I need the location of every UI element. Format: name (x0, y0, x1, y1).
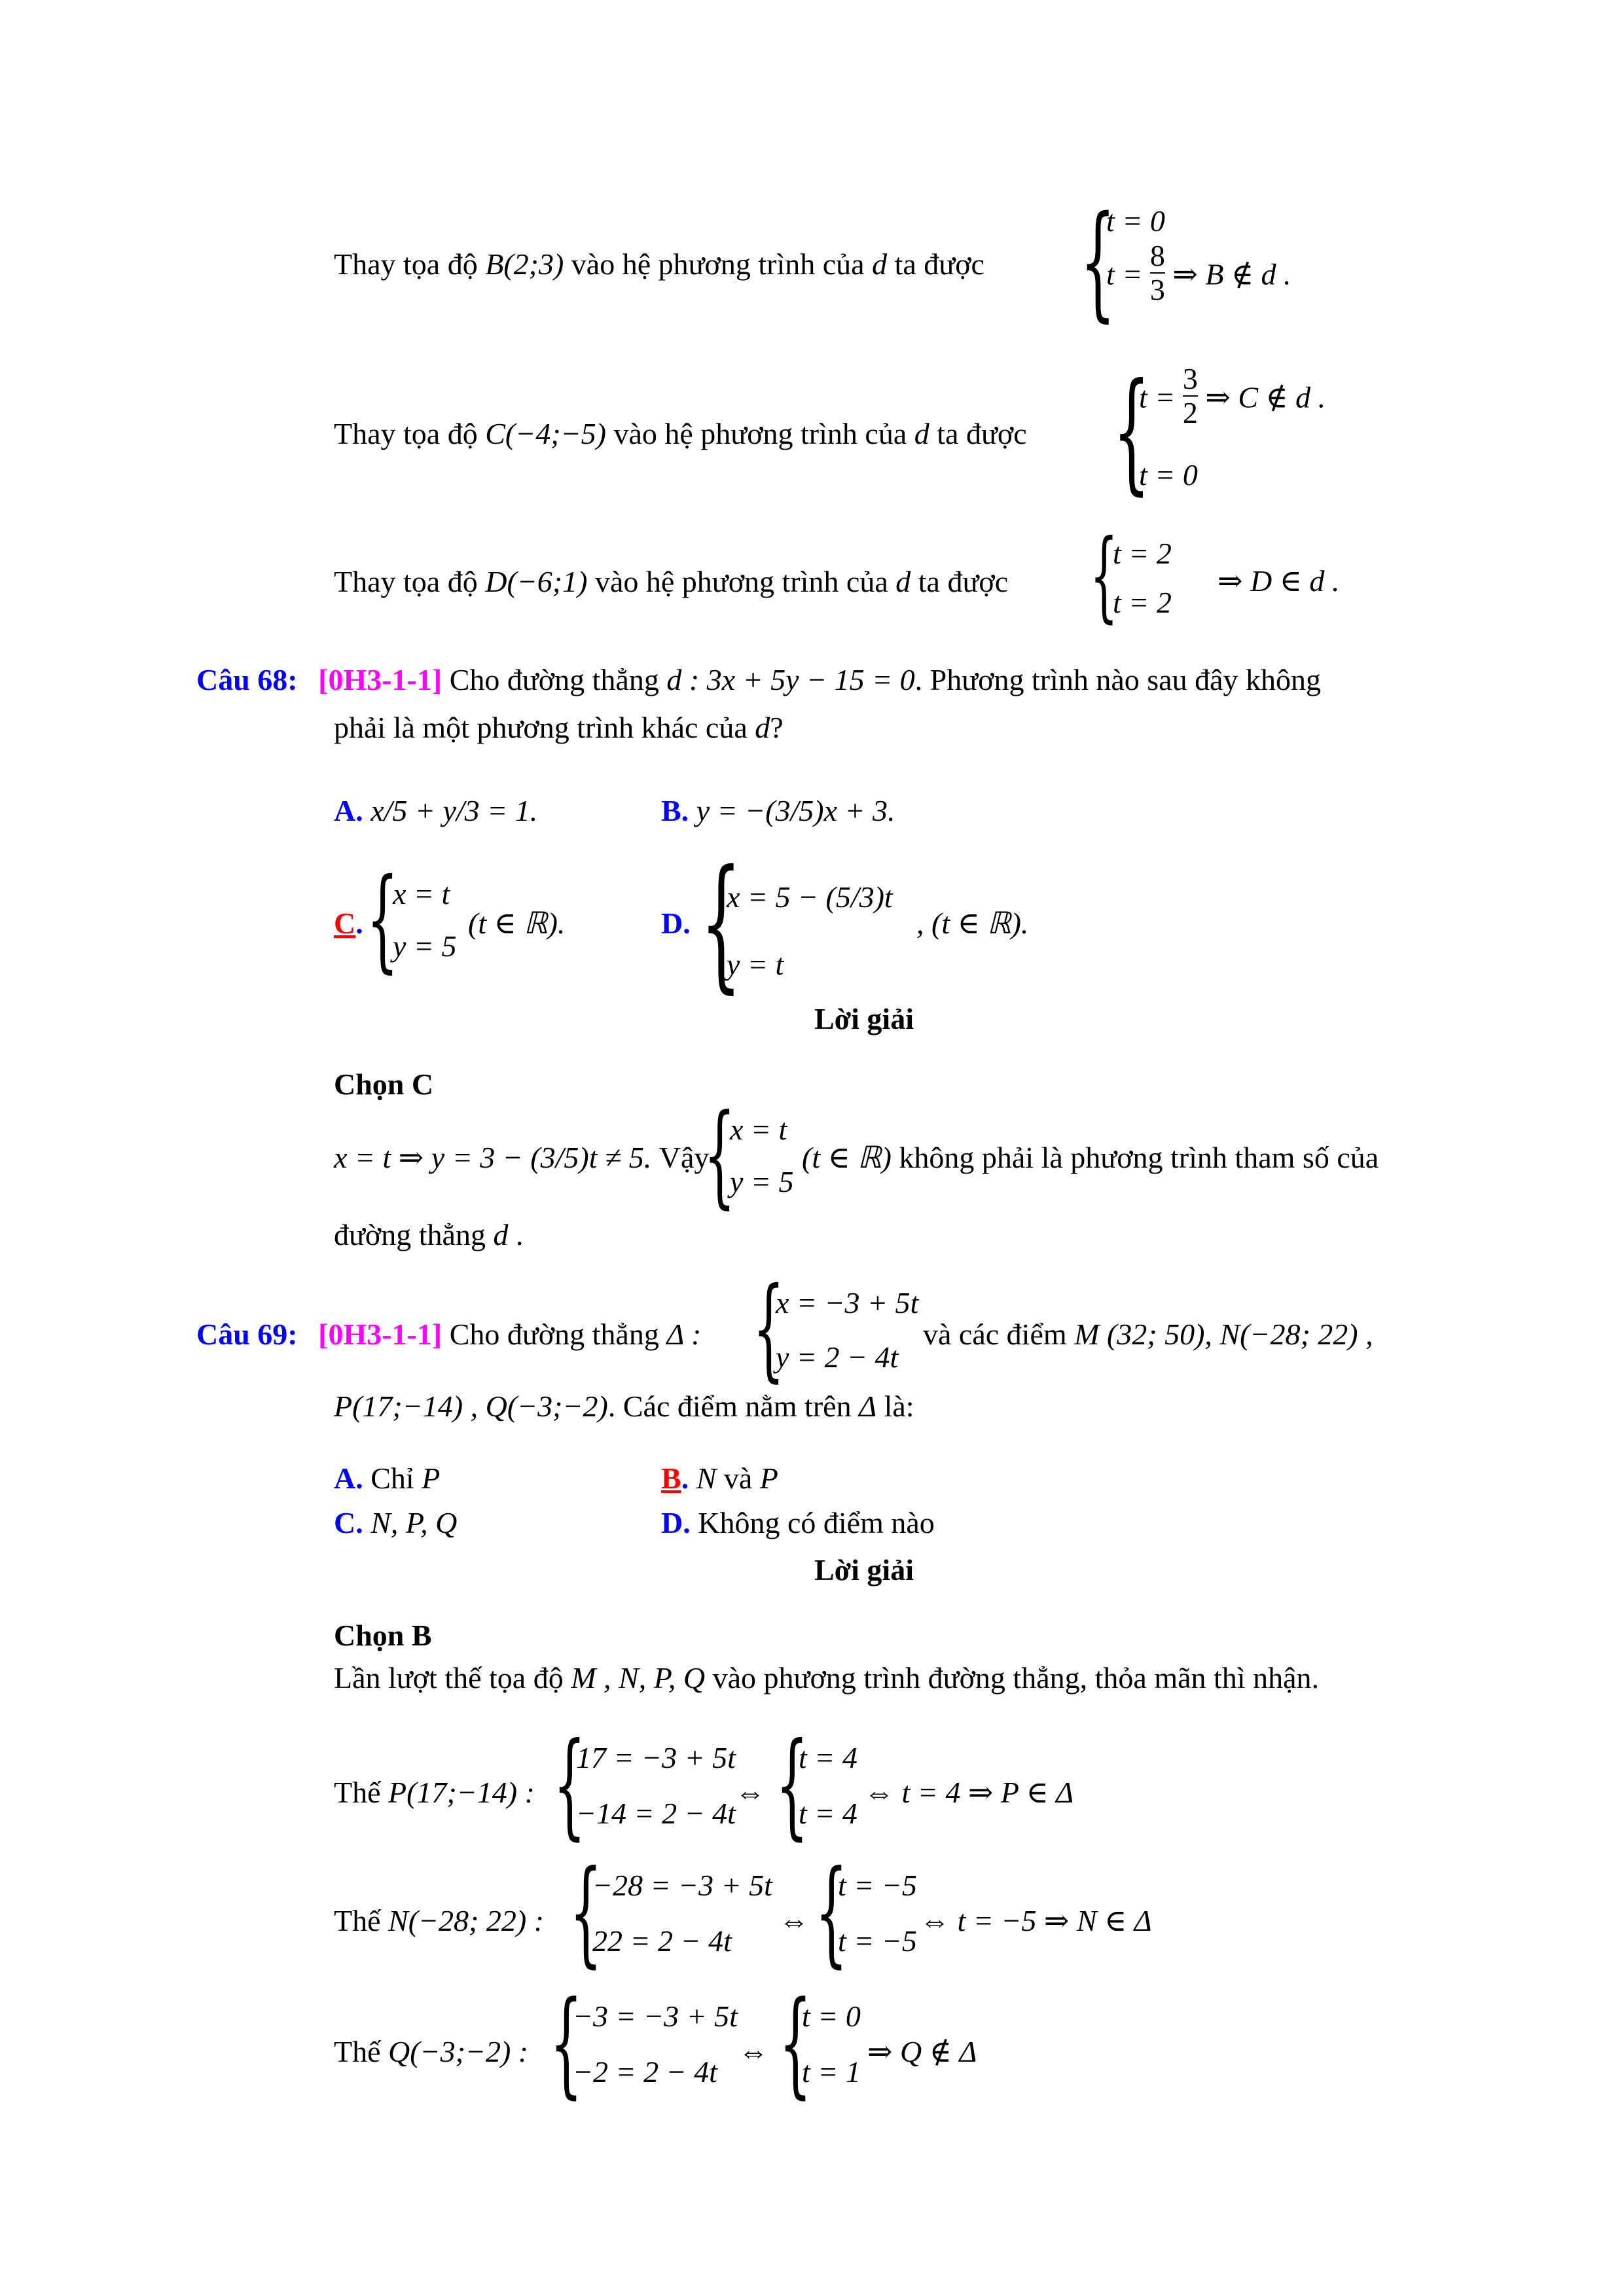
system-brace: { (815, 1846, 848, 1979)
option-key-dot: . (355, 906, 363, 940)
system-brace: { (1090, 519, 1118, 633)
text: Thay tọa độ (334, 247, 486, 281)
option-b[interactable] (661, 792, 895, 830)
option-key: A. (334, 1462, 363, 1495)
point-c: C(−4;−5) (485, 417, 606, 450)
option-key-correct: C (334, 906, 356, 940)
system-line: 17 = −3 + 5t (576, 1741, 736, 1774)
option-text: N, P, Q (363, 1506, 458, 1539)
system-brace: { (367, 855, 399, 984)
system-brace: { (1080, 189, 1116, 334)
option-text: Chỉ (363, 1462, 422, 1495)
solution-text: Thế (334, 1776, 389, 1809)
option-key: A. (334, 794, 363, 827)
fraction-denominator: 3 (1149, 273, 1165, 306)
result: ⇔ t = 4 ⇒ P ∈ Δ (864, 1776, 1074, 1809)
option-c[interactable] (334, 1504, 457, 1542)
text: ta được (929, 417, 1027, 450)
system-line: t = 0 (802, 2000, 861, 2033)
option-text: và (716, 1462, 760, 1495)
solution-text: đường thẳng (334, 1218, 494, 1251)
question-text: . Phương trình nào sau đây không (914, 663, 1321, 696)
punctuation: . (508, 1218, 524, 1251)
point: N(−28; 22) : (388, 1904, 545, 1937)
system-line: t = −5 (838, 1869, 917, 1902)
solution-title: Lời giải (814, 1002, 914, 1035)
line-delta: Δ : (666, 1318, 702, 1351)
chosen-answer: Chọn B (334, 1619, 432, 1652)
system-brace: { (700, 839, 742, 1007)
points: M (32; 50), N(−28; 22) , (1074, 1318, 1373, 1351)
option-a[interactable] (334, 792, 537, 830)
domain: , (t ∈ ℝ). (916, 906, 1029, 940)
system-line: t = (1139, 380, 1183, 414)
line-d: d (914, 417, 929, 450)
system-line: x = 5 − (5/3)t (727, 880, 893, 914)
text: vào hệ phương trình của (605, 417, 914, 450)
result: ⇒ Q ∉ Δ (867, 2035, 977, 2068)
question-tag: [0H3-1-1] (318, 663, 442, 696)
solution-text: Thế (334, 2035, 389, 2068)
system-line: −3 = −3 + 5t (573, 2000, 738, 2033)
option-key-dot: . (681, 1462, 689, 1495)
option-text: N (689, 1462, 717, 1495)
system-line: t = (1106, 257, 1150, 291)
option-key-correct: B (661, 1462, 681, 1495)
points: M , N, P, Q (571, 1661, 706, 1695)
line-d: d (493, 1218, 509, 1251)
system-brace: { (553, 1719, 586, 1852)
solution-text: Thế (334, 1904, 389, 1937)
system-line: x = t (730, 1113, 787, 1146)
fraction-denominator: 2 (1182, 396, 1198, 429)
system-line: −2 = 2 − 4t (573, 2055, 717, 2089)
point: Q(−3;−2) : (388, 2035, 529, 2068)
equivalence: ⇔ (738, 2035, 768, 2068)
chosen-answer: Chọn C (334, 1067, 434, 1101)
system-line: 22 = 2 − 4t (592, 1924, 732, 1958)
question-tag: [0H3-1-1] (318, 1318, 442, 1351)
text: ta được (887, 247, 984, 281)
system-line: x = t (393, 877, 450, 910)
point-b: B(2;3) (485, 247, 564, 281)
question-text: . Các điểm nằm trên (607, 1390, 859, 1423)
line-delta: Δ (859, 1390, 877, 1423)
solution-title: Lời giải (814, 1553, 914, 1587)
question-label: Câu 69: (196, 1318, 298, 1351)
domain: (t ∈ ℝ). (468, 906, 566, 940)
option-key: B. (661, 794, 689, 827)
line-d: d (755, 711, 770, 744)
option-text: P (422, 1462, 441, 1495)
option-b[interactable] (661, 1460, 778, 1498)
system-line: t = 0 (1139, 458, 1198, 492)
system-line: y = 2 − 4t (776, 1340, 899, 1374)
option-a[interactable] (334, 1460, 440, 1498)
equivalence: ⇔ (735, 1776, 765, 1809)
system-brace: { (550, 1977, 583, 2110)
question-text: là: (876, 1390, 914, 1423)
point: P(17;−14) : (388, 1776, 535, 1809)
system-line: t = 1 (802, 2055, 861, 2089)
line-equation: d : 3x + 5y − 15 = 0 (666, 663, 915, 696)
option-text: x/5 + y/3 = 1. (370, 794, 538, 827)
fraction-numerator: 8 (1149, 239, 1165, 272)
question-text: và các điểm (923, 1318, 1075, 1351)
system-brace: { (1113, 355, 1151, 508)
result: ⇒ C ∉ d . (1205, 380, 1326, 414)
solution-text: vào phương trình đường thẳng, thỏa mãn thì nhận. (705, 1661, 1320, 1695)
equivalence: ⇔ (779, 1904, 809, 1937)
option-text: Không có điểm nào (690, 1506, 935, 1539)
system-brace: { (704, 1090, 736, 1220)
line-d: d (872, 247, 888, 281)
option-text: P (759, 1462, 778, 1495)
system-line: t = 2 (1113, 537, 1172, 570)
solution-math: x = t ⇒ y = 3 − (3/5)t ≠ 5. (334, 1141, 659, 1174)
system-brace: { (779, 1977, 812, 2110)
result: ⇒ D ∈ d . (1218, 564, 1340, 598)
question-text: phải là một phương trình khác của (334, 711, 755, 744)
points: P(17;−14) , Q(−3;−2) (334, 1390, 608, 1423)
system-line: t = 0 (1106, 204, 1165, 238)
system-line: y = t (727, 948, 784, 981)
fraction-numerator: 3 (1182, 362, 1198, 395)
system-line: t = 4 (799, 1741, 857, 1774)
question-text: Cho đường thẳng (442, 1318, 667, 1351)
option-key: D. (661, 906, 691, 940)
option-key: D. (661, 1506, 691, 1539)
result: ⇔ t = −5 ⇒ N ∈ Δ (920, 1904, 1152, 1937)
solution-text: không phải là phương trình tham số của (891, 1141, 1379, 1174)
question-mark: ? (770, 711, 784, 744)
line-d: d (895, 565, 911, 598)
text: Thay tọa độ (334, 565, 486, 598)
option-key: C. (334, 1506, 363, 1539)
option-text: y = −(3/5)x + 3. (696, 794, 895, 827)
question-label: Câu 68: (196, 663, 298, 696)
text: ta được (911, 565, 1009, 598)
system-line: y = 5 (393, 929, 457, 963)
system-line: t = 4 (799, 1797, 857, 1830)
system-line: t = −5 (838, 1924, 917, 1958)
system-brace: { (569, 1846, 603, 1979)
system-line: x = −3 + 5t (776, 1286, 919, 1319)
option-d[interactable] (661, 1504, 935, 1542)
text: vào hệ phương trình của (587, 565, 896, 598)
text: Thay tọa độ (334, 417, 486, 450)
system-line: y = 5 (730, 1165, 794, 1198)
system-line: −14 = 2 − 4t (576, 1797, 736, 1830)
domain: (t ∈ ℝ) (802, 1141, 892, 1174)
system-line: −28 = −3 + 5t (592, 1869, 772, 1902)
solution-text: Lần lượt thế tọa độ (334, 1661, 571, 1695)
system-brace: { (753, 1264, 785, 1393)
point-d: D(−6;1) (485, 565, 588, 598)
system-brace: { (776, 1719, 809, 1852)
text: vào hệ phương trình của (564, 247, 873, 281)
question-text: Cho đường thẳng (442, 663, 667, 696)
solution-text: Vậy (659, 1141, 710, 1174)
system-line: t = 2 (1113, 586, 1172, 619)
result: ⇒ B ∉ d . (1172, 257, 1291, 291)
